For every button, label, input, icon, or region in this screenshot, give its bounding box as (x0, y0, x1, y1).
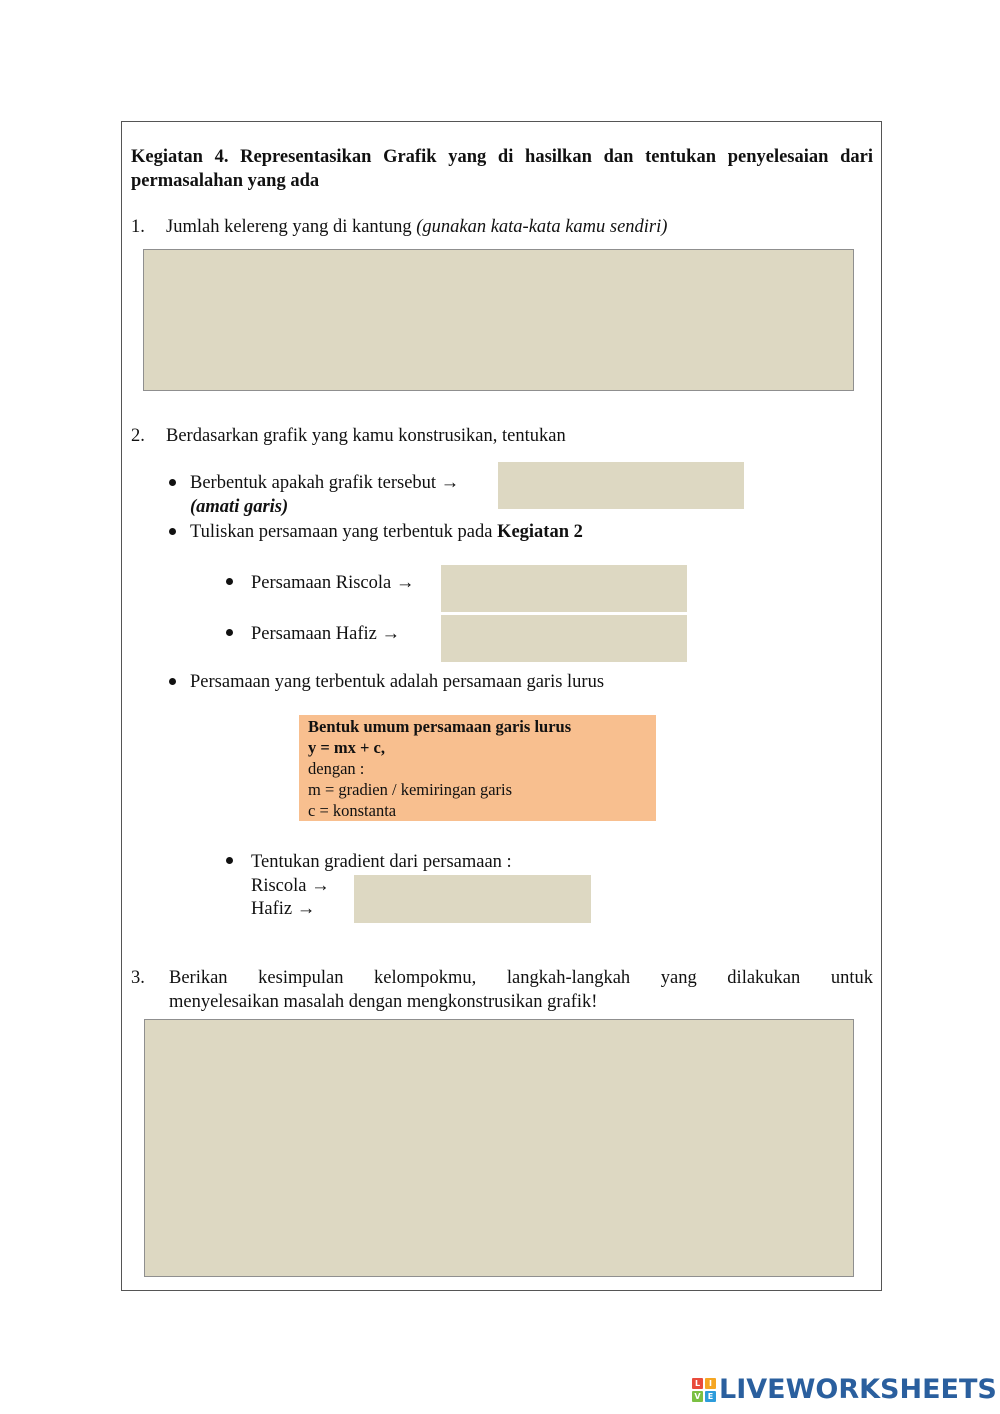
bullet-icon (169, 479, 176, 486)
question-2-text: Berdasarkan grafik yang kamu konstrusikan, tentukan (166, 426, 566, 446)
bullet-icon (226, 857, 233, 864)
logo-mark-icon (692, 1378, 716, 1402)
bullet-graph-shape: Berbentuk apakah grafik tersebut → (190, 473, 460, 493)
equation-riscola-label: Persamaan Riscola → (251, 573, 415, 593)
gradient-prompt: Tentukan gradient dari persamaan : (251, 852, 512, 872)
info-box-line: dengan : (308, 759, 365, 778)
question-2-number: 2. (131, 426, 145, 446)
bullet-graph-shape-hint: (amati garis) (190, 497, 289, 517)
info-box-formula: y = mx + c, (308, 738, 385, 757)
question-3-line: Berikan kesimpulan kelompokmu, langkah-langkah yang dilakukan untuk (169, 968, 873, 988)
kegiatan-2-reference: Kegiatan 2 (497, 522, 583, 542)
bullet-write-equation-label: Tuliskan persamaan yang terbentuk pada (190, 522, 498, 542)
logo-letter: E (705, 1391, 716, 1402)
question-1-number: 1. (131, 217, 145, 237)
bullet-icon (169, 678, 176, 685)
question-1-text (166, 215, 667, 239)
bullet-write-equation (190, 520, 583, 544)
logo-letter: L (692, 1378, 703, 1389)
info-box-line: c = konstanta (308, 801, 397, 820)
bullet-icon (226, 578, 233, 585)
answer-box-equation-riscola[interactable] (441, 565, 687, 612)
bullet-icon (169, 528, 176, 535)
question-1-hint: (gunakan kata-kata kamu sendiri) (416, 217, 668, 237)
question-3-text (169, 966, 873, 1014)
answer-box-gradient[interactable] (354, 875, 591, 923)
bullet-straight-line: Persamaan yang terbentuk adalah persamaan garis lurus (190, 672, 605, 692)
activity-heading: Kegiatan 4. Representasikan Grafik yang di hasilkan dan tentukan penyelesaian dari permasalahan yang ada (131, 147, 873, 191)
answer-box-equation-hafiz[interactable] (441, 615, 687, 662)
info-box-title: Bentuk umum persamaan garis lurus (308, 717, 572, 736)
answer-box-jumlah-kelereng[interactable] (143, 249, 854, 391)
liveworksheets-logo (692, 1372, 997, 1408)
answer-box-conclusion[interactable] (144, 1019, 854, 1277)
gradient-riscola-label: Riscola → (251, 876, 330, 896)
logo-letter: I (705, 1378, 716, 1389)
answer-box-graph-shape[interactable] (498, 462, 744, 509)
question-3-line: menyelesaikan masalah dengan mengkonstrusikan grafik! (169, 992, 598, 1012)
logo-letter: V (692, 1391, 703, 1402)
equation-hafiz-label: Persamaan Hafiz → (251, 624, 400, 644)
info-box-line: m = gradien / kemiringan garis (308, 780, 513, 799)
gradient-hafiz-label: Hafiz → (251, 899, 316, 919)
question-1-label: Jumlah kelereng yang di kantung (166, 217, 417, 237)
logo-text: LIVEWORKSHEETS (719, 1374, 997, 1405)
question-3-number: 3. (131, 968, 145, 988)
bullet-icon (226, 629, 233, 636)
straight-line-info-box (299, 715, 656, 821)
